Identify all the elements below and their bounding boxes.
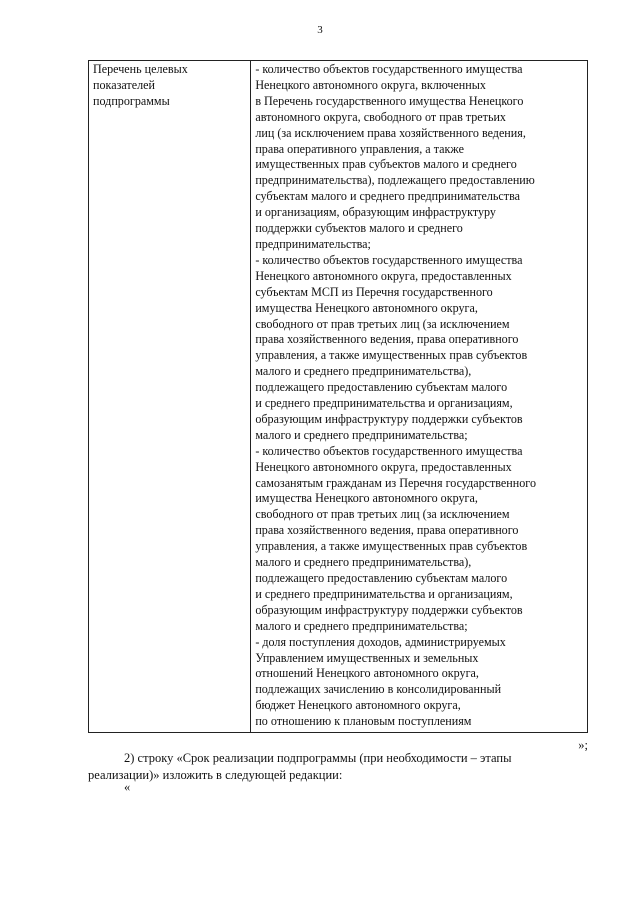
- content-line: права хозяйственного ведения, права оперативного: [255, 332, 519, 347]
- paragraph-line: 2) строку «Срок реализации подпрограммы (при необходимости – этапы: [124, 751, 512, 765]
- content-line: малого и среднего предпринимательства),: [255, 555, 472, 570]
- content-line: имущества Ненецкого автономного округа,: [255, 491, 478, 506]
- content-line: субъектам МСП из Перечня государственного: [255, 284, 493, 299]
- content-line: Управлением имущественных и земельных: [255, 650, 479, 665]
- content-line: малого и среднего предпринимательства;: [255, 427, 468, 442]
- content-line: в Перечень государственного имущества Ненецкого: [255, 93, 524, 108]
- content-line: бюджет Ненецкого автономного округа,: [255, 698, 461, 713]
- content-line: предпринимательства;: [255, 236, 371, 251]
- content-line: имущественных прав субъектов малого и среднего: [255, 157, 517, 172]
- content-line: подлежащего предоставлению субъектам малого: [255, 380, 508, 395]
- table-row: [89, 61, 588, 733]
- content-line: и среднего предпринимательства и организациям,: [255, 586, 513, 601]
- label-line: Перечень целевых: [93, 62, 188, 76]
- content-line: поддержки субъектов малого и среднего: [255, 221, 463, 236]
- label-line: показателей: [93, 77, 155, 92]
- content-line: образующим инфраструктуру поддержки субъектов: [255, 411, 523, 426]
- content-line: Ненецкого автономного округа, предоставленных: [255, 459, 512, 474]
- content-line: автономного округа, свободного от прав третьих: [255, 109, 506, 124]
- amendment-paragraph: [88, 750, 588, 784]
- content-line: свободного от прав третьих лиц (за исключением: [255, 507, 510, 522]
- table-cell-label: [89, 61, 251, 733]
- paragraph-line: реализации)» изложить в следующей редакции:: [88, 768, 343, 782]
- content-line: - количество объектов государственного имущества: [255, 62, 523, 76]
- content-line: отношений Ненецкого автономного округа,: [255, 666, 479, 681]
- content-line: подлежащего предоставлению субъектам малого: [255, 571, 508, 585]
- content-line: - количество объектов государственного имущества: [255, 252, 523, 267]
- content-line: и среднего предпринимательства и организациям,: [255, 396, 513, 411]
- content-line: управления, а также имущественных прав субъектов: [255, 539, 528, 554]
- content-line: - количество объектов государственного имущества: [255, 443, 523, 458]
- content-line: и организациям, образующим инфраструктуру: [255, 205, 496, 220]
- opening-quote: «: [124, 780, 131, 794]
- content-line: малого и среднего предпринимательства;: [255, 618, 468, 633]
- content-line: - доля поступления доходов, администрируемых: [255, 634, 506, 649]
- content-line: управления, а также имущественных прав субъектов: [255, 348, 528, 363]
- content-line: субъектам малого и среднего предпринимательства: [255, 189, 521, 204]
- content-line: предпринимательства), подлежащего предоставлению: [255, 173, 535, 188]
- content-line: свободного от прав третьих лиц (за исключением: [255, 316, 510, 331]
- closing-quote: »;: [578, 738, 588, 752]
- content-line: права оперативного управления, а также: [255, 141, 464, 156]
- content-line: подлежащих зачислению в консолидированный: [255, 682, 502, 697]
- content-line: самозанятым гражданам из Перечня государственного: [255, 475, 536, 490]
- content-line: лиц (за исключением права хозяйственного ведения,: [255, 125, 526, 140]
- content-line: малого и среднего предпринимательства),: [255, 364, 472, 379]
- content-line: образующим инфраструктуру поддержки субъектов: [255, 602, 523, 617]
- table-cell-content: [251, 61, 588, 733]
- subprogram-table: [88, 60, 588, 733]
- page-number: 3: [317, 24, 323, 36]
- content-line: по отношению к плановым поступлениям: [255, 714, 472, 729]
- label-line: подпрограммы: [93, 93, 170, 108]
- content-line: Ненецкого автономного округа, предоставленных: [255, 268, 512, 283]
- content-line: Ненецкого автономного округа, включенных: [255, 77, 486, 92]
- content-line: имущества Ненецкого автономного округа,: [255, 300, 478, 315]
- content-line: права хозяйственного ведения, права оперативного: [255, 523, 519, 538]
